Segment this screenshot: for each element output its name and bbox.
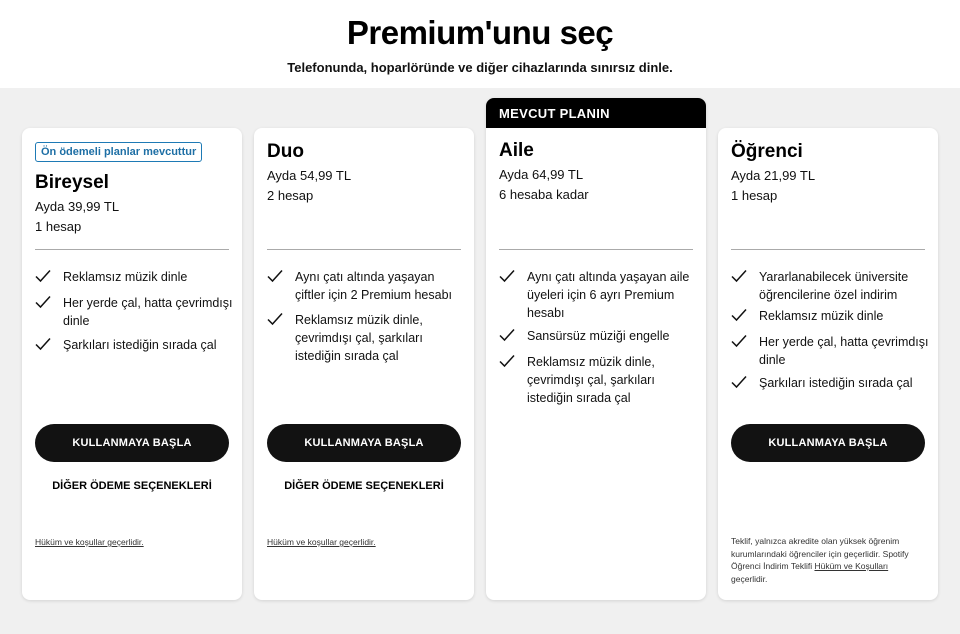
list-item	[731, 307, 930, 325]
other-payment-options-link[interactable]: DİĞER ÖDEME SEÇENEKLERİ	[267, 478, 461, 494]
plan-name: Duo	[267, 141, 304, 162]
list-item	[731, 268, 930, 304]
check-icon	[35, 295, 51, 309]
check-icon	[499, 354, 515, 368]
list-item	[731, 333, 930, 369]
student-note-text: Teklif, yalnızca akredite olan yüksek öğrenim kurumlarındaki öğrenciler için geçerlidir. Spotify Öğrenci İndirim Teklifi	[731, 536, 909, 571]
other-payment-options-link[interactable]: DİĞER ÖDEME SEÇENEKLERİ	[35, 478, 229, 494]
feature-list	[35, 268, 234, 362]
plan-name: Bireysel	[35, 172, 109, 193]
plan-name: Öğrenci	[731, 141, 803, 162]
check-icon	[731, 334, 747, 348]
feature-text: Aynı çatı altında yaşayan çiftler için 2 Premium hesabı	[295, 270, 453, 302]
check-icon	[731, 308, 747, 322]
plan-price: Ayda 54,99 TL	[267, 168, 352, 183]
feature-text: Her yerde çal, hatta çevrimdışı dinle	[759, 335, 929, 367]
student-note-suffix: geçerlidir.	[731, 573, 768, 584]
student-terms-link[interactable]: Hüküm ve Koşulları	[814, 561, 889, 571]
start-button[interactable]: KULLANMAYA BAŞLA	[35, 424, 229, 462]
plan-card-bireysel	[22, 128, 242, 600]
feature-text: Her yerde çal, hatta çevrimdışı dinle	[63, 296, 233, 328]
feature-text: Reklamsız müzik dinle, çevrimdışı çal, şarkıları istediğin sırada çal	[527, 355, 655, 405]
check-icon	[499, 269, 515, 283]
plan-price: Ayda 39,99 TL	[35, 199, 120, 214]
list-item	[35, 268, 234, 286]
check-icon	[267, 269, 283, 283]
list-item	[499, 327, 698, 345]
list-item	[499, 268, 698, 322]
list-item	[731, 374, 930, 392]
feature-text: Aynı çatı altında yaşayan aile üyeleri için 6 ayrı Premium hesabı	[527, 270, 690, 320]
divider	[499, 249, 693, 250]
divider	[731, 249, 925, 250]
list-item	[267, 311, 466, 365]
feature-text: Şarkıları istediğin sırada çal	[759, 376, 913, 390]
plan-card-ogrenci	[718, 128, 938, 600]
plan-accounts: 1 hesap	[35, 219, 82, 234]
plan-accounts: 2 hesap	[267, 188, 314, 203]
feature-text: Reklamsız müzik dinle	[63, 270, 188, 284]
divider	[35, 249, 229, 250]
check-icon	[35, 337, 51, 351]
plan-accounts: 1 hesap	[731, 188, 778, 203]
start-button[interactable]: KULLANMAYA BAŞLA	[731, 424, 925, 462]
student-offer-note	[731, 535, 926, 585]
terms-link[interactable]: Hüküm ve koşullar geçerlidir.	[35, 537, 144, 547]
feature-list	[499, 268, 698, 415]
prepaid-badge: Ön ödemeli planlar mevcuttur	[35, 142, 202, 162]
plan-card-aile	[486, 98, 706, 600]
check-icon	[499, 328, 515, 342]
plan-accounts: 6 hesaba kadar	[499, 187, 589, 202]
plan-price: Ayda 64,99 TL	[499, 167, 584, 182]
current-plan-banner: MEVCUT PLANIN	[486, 98, 706, 128]
feature-text: Sansürsüz müziği engelle	[527, 329, 670, 343]
check-icon	[731, 269, 747, 283]
feature-text: Reklamsız müzik dinle, çevrimdışı çal, şarkıları istediğin sırada çal	[295, 313, 423, 363]
page-title: Premium'unu seç	[346, 14, 614, 51]
feature-text: Reklamsız müzik dinle	[759, 309, 884, 323]
divider	[267, 249, 461, 250]
feature-text: Yararlanabilecek üniversite öğrencilerine özel indirim	[759, 270, 909, 302]
plan-price: Ayda 21,99 TL	[731, 168, 816, 183]
plan-name: Aile	[499, 140, 534, 161]
terms-link[interactable]: Hüküm ve koşullar geçerlidir.	[267, 537, 376, 547]
check-icon	[731, 375, 747, 389]
start-button[interactable]: KULLANMAYA BAŞLA	[267, 424, 461, 462]
list-item	[35, 294, 234, 330]
feature-list	[731, 268, 930, 400]
list-item	[267, 268, 466, 304]
check-icon	[267, 312, 283, 326]
plan-card-duo	[254, 128, 474, 600]
feature-text: Şarkıları istediğin sırada çal	[63, 338, 217, 352]
list-item	[35, 336, 234, 354]
feature-list	[267, 268, 466, 373]
check-icon	[35, 269, 51, 283]
list-item	[499, 353, 698, 407]
page-subtitle: Telefonunda, hoparlöründe ve diğer cihazlarında sınırsız dinle.	[287, 60, 673, 75]
